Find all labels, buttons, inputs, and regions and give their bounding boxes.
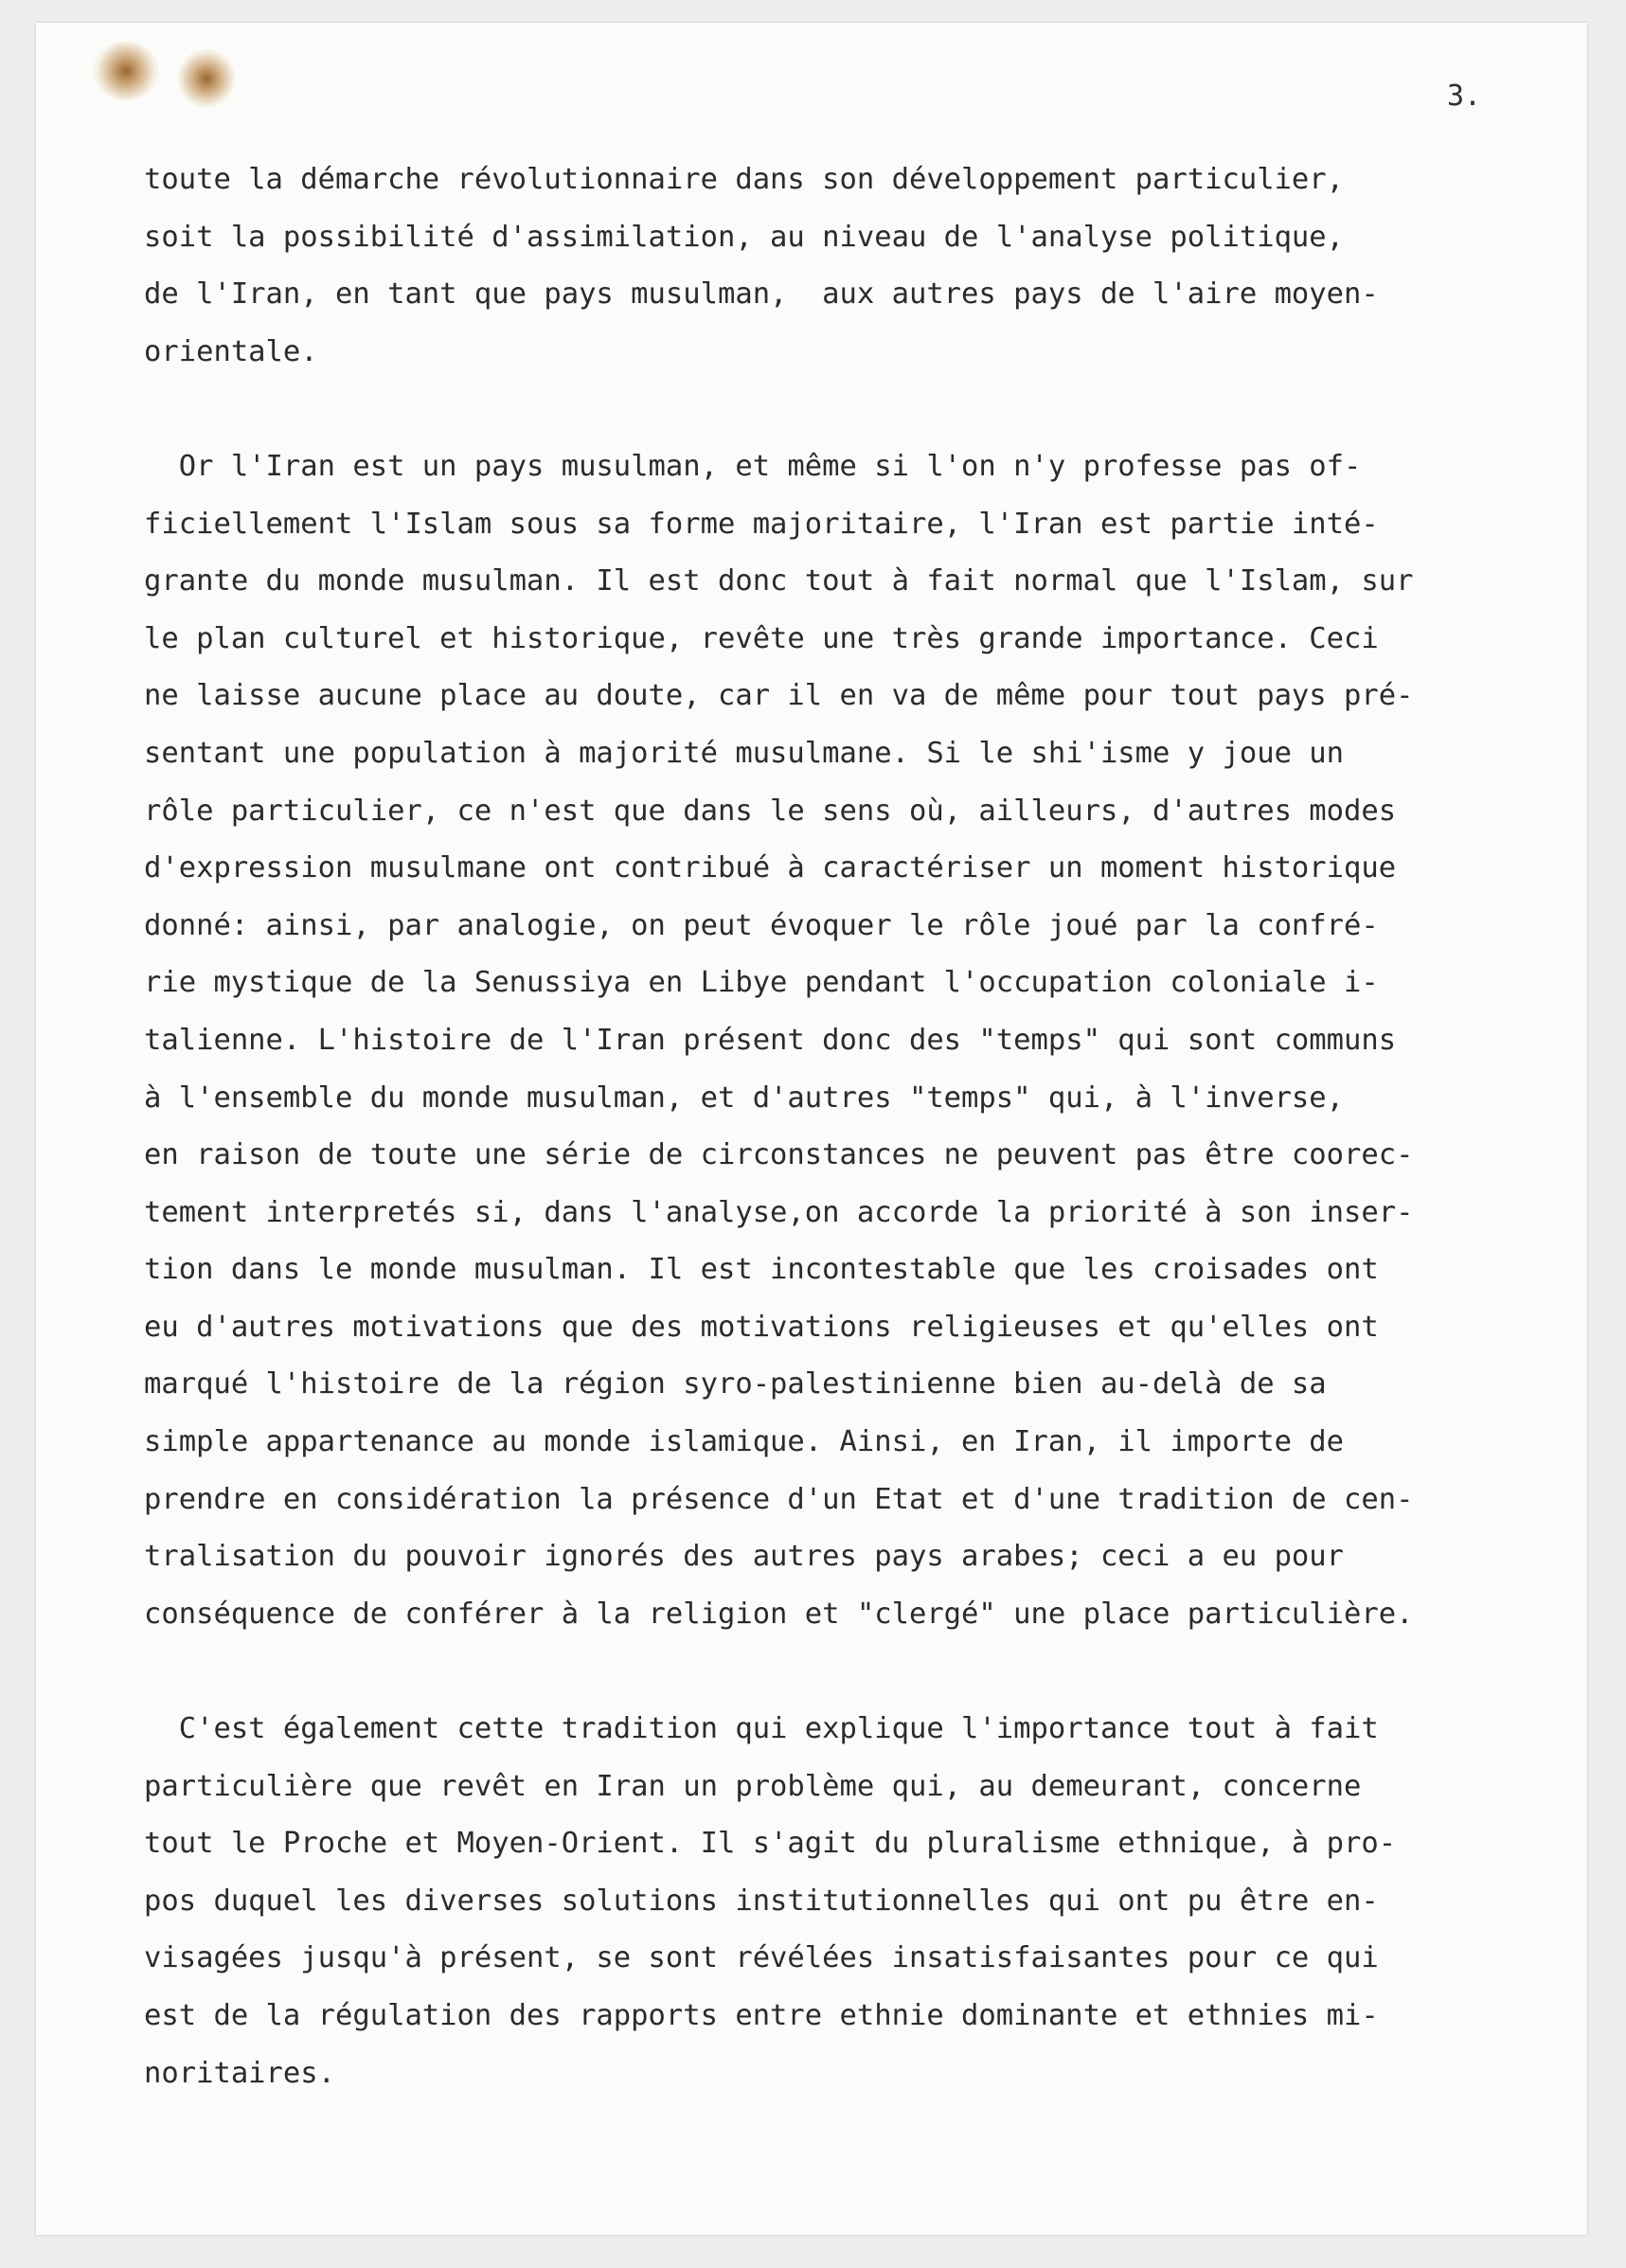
text-line: prendre en considération la présence d'un Etat et d'une tradition de cen- (144, 1482, 1414, 1516)
rust-stain (178, 49, 235, 108)
text-line: particulière que revêt en Iran un problème qui, au demeurant, concerne (144, 1769, 1362, 1803)
text-line: rôle particulier, ce n'est que dans le sens où, ailleurs, d'autres modes (144, 794, 1397, 828)
text-line: à l'ensemble du monde musulman, et d'autres "temps" qui, à l'inverse, (144, 1080, 1345, 1115)
text-line: eu d'autres motivations que des motivations religieuses et qu'elles ont (144, 1310, 1379, 1344)
text-line: talienne. L'histoire de l'Iran présent donc des "temps" qui sont communs (144, 1023, 1397, 1057)
page-number: 3. (1447, 80, 1482, 113)
text-line: est de la régulation des rapports entre ethnie dominante et ethnies mi- (144, 1999, 1379, 2032)
text-line: donné: ainsi, par analogie, on peut évoquer le rôle joué par la confré- (144, 908, 1379, 942)
text-line: le plan culturel et historique, revête une très grande importance. Ceci (144, 621, 1379, 655)
text-line: en raison de toute une série de circonstances ne peuvent pas être coorec- (144, 1138, 1414, 1172)
text-line: tralisation du pouvoir ignorés des autres pays arabes; ceci a eu pour (144, 1540, 1345, 1574)
body-text (144, 152, 1413, 2102)
text-line: sentant une population à majorité musulmane. Si le shi'isme y joue un (144, 736, 1345, 770)
text-line: soit la possibilité d'assimilation, au niveau de l'analyse politique, (144, 220, 1345, 254)
text-line: conséquence de conférer à la religion et "clergé" une place particulière. (144, 1597, 1414, 1631)
text-line: d'expression musulmane ont contribué à caractériser un moment historique (144, 851, 1397, 885)
text-line: ne laisse aucune place au doute, car il en va de même pour tout pays pré- (144, 679, 1414, 713)
text-line: rie mystique de la Senussiya en Libye pendant l'occupation coloniale i- (144, 966, 1379, 1000)
text-line: grante du monde musulman. Il est donc tout à fait normal que l'Islam, sur (144, 564, 1414, 598)
text-line: ficiellement l'Islam sous sa forme majoritaire, l'Iran est partie inté- (144, 507, 1379, 541)
text-line: tout le Proche et Moyen-Orient. Il s'agit du pluralisme ethnique, à pro- (144, 1827, 1397, 1861)
typewritten-page (36, 23, 1587, 2235)
text-line: noritaires. (144, 2056, 335, 2090)
text-line: simple appartenance au monde islamique. Ainsi, en Iran, il importe de (144, 1425, 1345, 1459)
text-line: visagées jusqu'à présent, se sont révélées insatisfaisantes pour ce qui (144, 1941, 1379, 1975)
text-line: orientale. (144, 334, 318, 368)
text-line: pos duquel les diverses solutions institutionnelles qui ont pu être en- (144, 1884, 1379, 1918)
text-line: C'est également cette tradition qui explique l'importance tout à fait (144, 1712, 1379, 1746)
text-line: de l'Iran, en tant que pays musulman, aux autres pays de l'aire moyen- (144, 277, 1379, 312)
text-line: toute la démarche révolutionnaire dans son développement particulier, (144, 163, 1345, 196)
text-line: marqué l'histoire de la région syro-palestinienne bien au-delà de sa (144, 1367, 1327, 1402)
text-line: tement interpretés si, dans l'analyse,on accorde la priorité à son inser- (144, 1195, 1414, 1229)
rust-stain (93, 42, 159, 100)
text-line: Or l'Iran est un pays musulman, et même si l'on n'y professe pas of- (144, 449, 1362, 483)
text-line: tion dans le monde musulman. Il est incontestable que les croisades ont (144, 1253, 1379, 1287)
